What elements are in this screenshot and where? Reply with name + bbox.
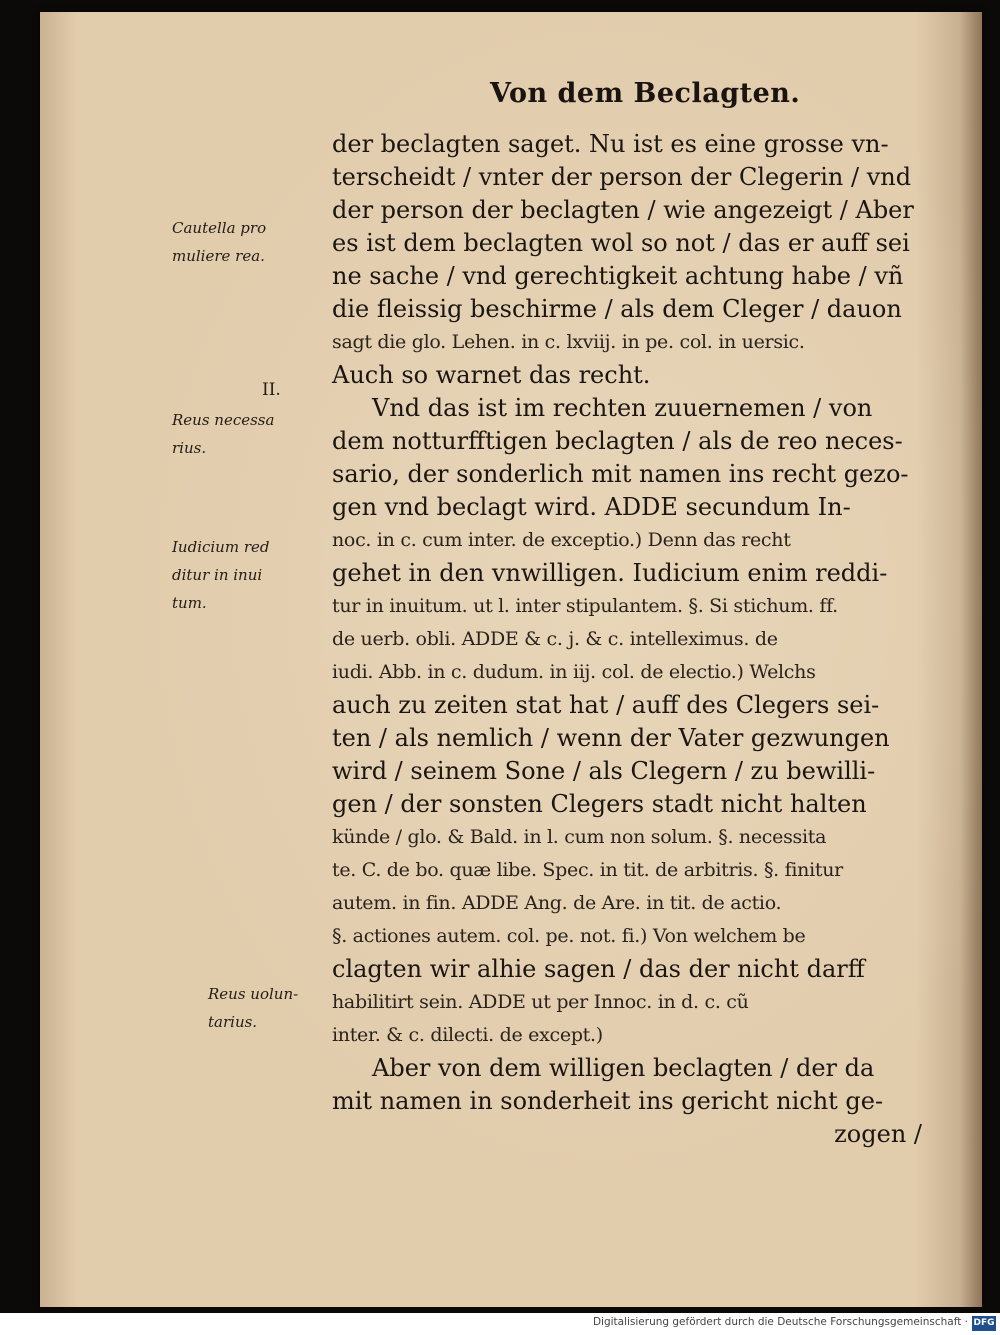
text-line: Aber von dem willigen beclagten / der da — [372, 1054, 875, 1082]
margin-note-line: Iudicium red — [172, 538, 270, 556]
text-line: inter. & c. dilecti. de except.) — [332, 1024, 603, 1046]
margin-note-cautela — [172, 214, 332, 270]
running-head: Von dem Beclagten. — [490, 78, 801, 109]
text-line: gen vnd beclagt wird. ADDE secundum In- — [332, 493, 851, 521]
margin-note-line: Reus uolun- — [208, 985, 299, 1003]
text-line: gen / der sonsten Clegers stadt nicht halten — [332, 790, 867, 818]
margin-note-line: tarius. — [208, 1013, 258, 1031]
margin-note-reus-necessarius — [172, 406, 332, 462]
text-line: es ist dem beclagten wol so not / das er auff sei — [332, 229, 910, 257]
text-line: ne sache / vnd gerechtigkeit achtung habe / vñ — [332, 262, 904, 290]
text-line: der beclagten saget. Nu ist es eine grosse vn- — [332, 130, 889, 158]
dfg-logo-icon: DFG — [972, 1316, 996, 1331]
text-line: autem. in fin. ADDE Ang. de Are. in tit. de actio. — [332, 892, 782, 914]
margin-note-line: Cautella pro — [172, 219, 267, 237]
page-gutter-shadow — [960, 12, 982, 1307]
text-line: noc. in c. cum inter. de exceptio.) Denn das recht — [332, 529, 791, 551]
text-line: de uerb. obli. ADDE & c. j. & c. intelleximus. de — [332, 628, 778, 650]
text-line: ten / als nemlich / wenn der Vater gezwungen — [332, 724, 890, 752]
margin-note-line: ditur in inui — [172, 566, 263, 584]
text-line: Vnd das ist im rechten zuuernemen / von — [372, 394, 873, 422]
text-line: iudi. Abb. in c. dudum. in iij. col. de electio.) Welchs — [332, 661, 816, 683]
text-line: sario, der sonderlich mit namen ins recht gezo- — [332, 460, 909, 488]
text-line: sagt die glo. Lehen. in c. lxviij. in pe. col. in uersic. — [332, 331, 805, 353]
margin-note-line: muliere rea. — [172, 247, 265, 265]
text-line: auch zu zeiten stat hat / auff des Clegers sei- — [332, 691, 880, 719]
margin-note-line: tum. — [172, 594, 207, 612]
funding-credit: Digitalisierung gefördert durch die Deutsche Forschungsgemeinschaft · — [592, 1316, 968, 1328]
margin-note-judicium — [172, 533, 332, 617]
margin-note-reus-voluntarius — [208, 980, 368, 1036]
margin-note-line: rius. — [172, 439, 207, 457]
digitization-footer — [0, 1313, 1000, 1335]
text-line: tur in inuitum. ut l. inter stipulantem. §. Si stichum. ff. — [332, 595, 838, 617]
text-line: te. C. de bo. quæ libe. Spec. in tit. de arbitris. §. finitur — [332, 859, 843, 881]
text-line: clagten wir alhie sagen / das der nicht darff — [332, 955, 865, 983]
text-line: dem notturfftigen beclagten / als de reo neces- — [332, 427, 903, 455]
text-line: der person der beclagten / wie angezeigt / Aber — [332, 196, 914, 224]
text-line: terscheidt / vnter der person der Clegerin / vnd — [332, 163, 912, 191]
text-line: künde / glo. & Bald. in l. cum non solum. §. necessita — [332, 826, 827, 848]
text-line: Auch so warnet das recht. — [332, 361, 651, 389]
text-line: mit namen in sonderheit ins gericht nicht ge- — [332, 1087, 884, 1115]
main-text-block — [332, 128, 932, 1151]
text-line: wird / seinem Sone / als Clegern / zu bewilli- — [332, 757, 876, 785]
text-line: habilitirt sein. ADDE ut per Innoc. in d. c. cũ — [332, 991, 749, 1013]
margin-section-number — [262, 376, 422, 404]
text-line: die fleissig beschirme / als dem Cleger / dauon — [332, 295, 902, 323]
text-line: §. actiones autem. col. pe. not. fi.) Von welchem be — [332, 925, 806, 947]
text-line: gehet in den vnwilligen. Iudicium enim reddi- — [332, 559, 888, 587]
catchword-line: zogen / — [834, 1120, 922, 1148]
section-number: II. — [262, 380, 281, 400]
margin-note-line: Reus necessa — [172, 411, 275, 429]
